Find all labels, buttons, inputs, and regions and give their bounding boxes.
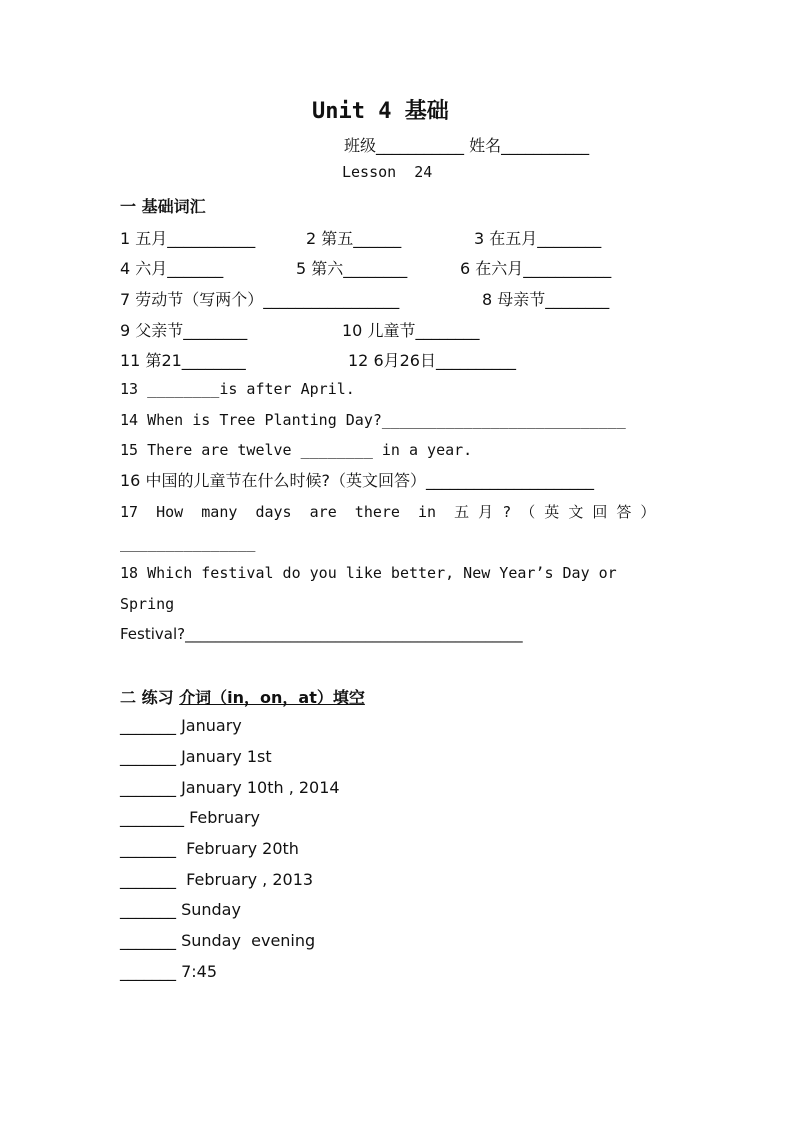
section2-heading-prefix: 二 练习 xyxy=(120,688,180,707)
prep-item-6: _______ February , 2013 xyxy=(120,870,314,889)
question-9: 9 父亲节________ xyxy=(120,321,248,340)
question-2: 2 第五______ xyxy=(306,229,402,248)
prep-item-8: _______ Sunday evening xyxy=(120,931,316,950)
prep-item-7: _______ Sunday xyxy=(120,900,241,919)
title-english: Unit 4 xyxy=(312,99,405,124)
question-6: 6 在六月___________ xyxy=(460,259,612,278)
prep-item-4: ________ February xyxy=(120,808,260,827)
question-8: 8 母亲节________ xyxy=(482,290,610,309)
question-17-answer-line: _______________ xyxy=(120,534,256,552)
question-1: 1 五月___________ xyxy=(120,229,256,248)
question-10: 10 儿童节________ xyxy=(342,321,480,340)
prep-item-3: _______ January 10th , 2014 xyxy=(120,778,340,797)
section2-heading-underlined: 介词（in，on，at）填空 xyxy=(179,688,365,707)
prep-item-9: _______ 7:45 xyxy=(120,962,218,981)
title-chinese: 基础 xyxy=(404,99,449,124)
question-5: 5 第六________ xyxy=(296,259,408,278)
prep-item-2: _______ January 1st xyxy=(120,747,272,766)
section2-heading xyxy=(120,685,365,708)
prep-item-1: _______ January xyxy=(120,716,242,735)
section1-heading: 一 基础词汇 xyxy=(120,197,206,216)
prep-item-5: _______ February 20th xyxy=(120,839,299,858)
question-18-answer-line: Festival?_____________________________________________ xyxy=(120,625,523,643)
lesson-label: Lesson 24 xyxy=(342,163,433,181)
question-13: 13 ________is after April. xyxy=(120,380,355,398)
question-4: 4 六月_______ xyxy=(120,259,224,278)
class-name-line: 班级___________ 姓名___________ xyxy=(344,136,590,155)
question-15: 15 There are twelve ________ in a year. xyxy=(120,441,473,459)
question-7: 7 劳动节（写两个）_________________ xyxy=(120,290,400,309)
question-3: 3 在五月________ xyxy=(474,229,602,248)
question-18-line2: Spring xyxy=(120,595,175,613)
question-14: 14 When is Tree Planting Day?___________________________ xyxy=(120,411,626,429)
question-17: 17 How many days are there in 五 月 ? （ 英 文 回 答 ） xyxy=(120,503,656,521)
page-title xyxy=(312,94,449,125)
question-12: 12 6月26日__________ xyxy=(348,351,516,370)
question-16: 16 中国的儿童节在什么时候?（英文回答）_____________________ xyxy=(120,471,594,490)
question-18: 18 Which festival do you like better, New Year’s Day or xyxy=(120,564,617,582)
question-11: 11 第21________ xyxy=(120,351,246,370)
